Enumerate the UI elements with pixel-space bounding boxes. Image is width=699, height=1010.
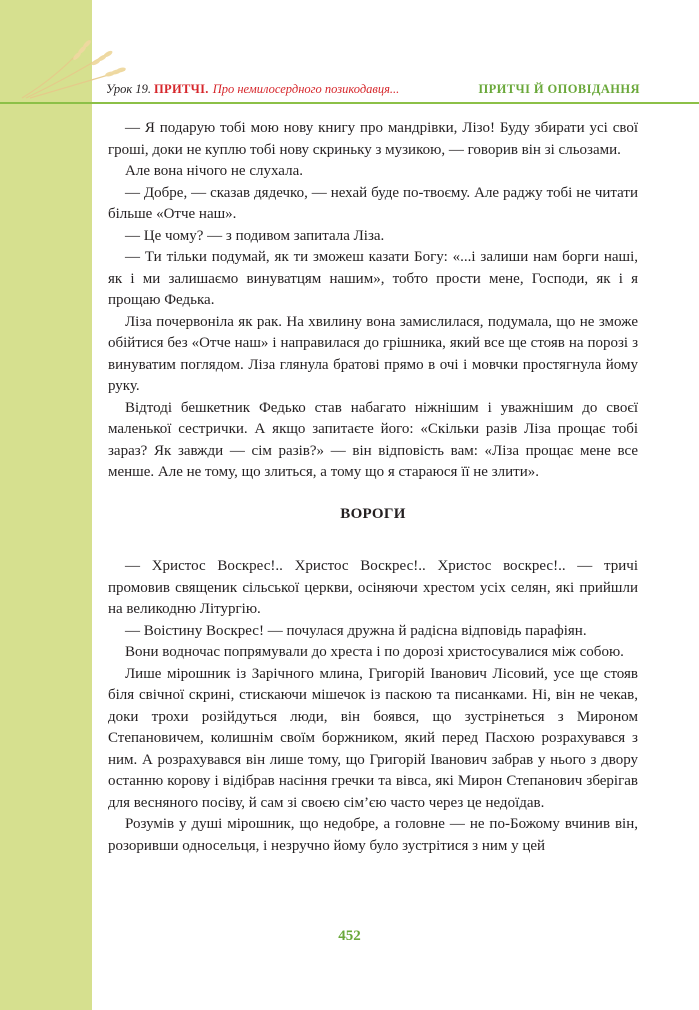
page-number: 452: [338, 928, 361, 944]
section-name: ПРИТЧІ.: [154, 82, 209, 96]
paragraph: Лише мірошник із Зарічного млина, Григорій Іванович Лісовий, усе ще стояв біля свічної скрині, стискаючи мішечок із паскою та писанками. Ні, він не чекав, доки трохи розійдуться люди, він боявся, що зустрінеться з Мироном Степановичем, колишнім своїм боржником, який перед Пасхою розрахувався з ним. А розрахувався він лише тому, що Григорій Іванович забрав у нього з двору останню корову і відібрав насіння гречки та вівса, які Мирон Степанович зберігав для весняного посіву, й сам зі своєю сім’єю часто через це недоїдав.: [108, 665, 638, 811]
paragraph: Відтоді бешкетник Федько став набагато ніжнішим і уважнішим до своєї маленької сестрички. А якщо запитаєте його: «Скільки разів Ліза прощає тобі зараз? Як завжди — сім разів?» — він відповість вам: «Ліза прощає мене все менше. Але не тому, що злиться, а тому що я стараюся її не злити».: [108, 399, 638, 480]
paragraph: Вони водночас попрямували до хреста і по дорозі христосувалися між собою.: [125, 644, 624, 660]
paragraph: — Воістину Воскрес! — почулася дружна й радісна відповідь парафіян.: [125, 622, 587, 639]
header-category: ПРИТЧІ Й ОПОВІДАННЯ: [478, 82, 640, 96]
paragraph: Ліза почервоніла як рак. На хвилину вона замислилася, подумала, що не зможе обійтися без «Отче наш» і направилася до грішника, який все ще стояв на порозі з винуватим поглядом. Ліза глянула братові прямо в очі і мовчки простягнула йому руку.: [108, 313, 638, 394]
running-header: [100, 80, 640, 100]
paragraph: — Добре, — сказав дядечко, — нехай буде по-твоєму. Але раджу тобі не читати більше «Отче наш».: [108, 184, 638, 222]
paragraph: — Ти тільки подумай, як ти зможеш казати Богу: «...і залиши нам борги наші, як і ми залишаємо винуватцям нашим», тобто прости мене, Господи, як і я прощаю Федька.: [108, 249, 638, 308]
paragraph: Але вона нічого не слухала.: [125, 163, 303, 179]
lesson-number: Урок 19.: [106, 82, 152, 96]
header-rule: [0, 102, 699, 104]
left-margin-band: [0, 0, 92, 1010]
paragraph: — Я подарую тобі мою нову книгу про мандрівки, Лізо! Буду збирати усі свої гроші, доки не куплю тобі нову скриньку з музикою, — говорив він зі сльозами.: [108, 120, 638, 158]
paragraph: — Це чому? — з подивом запитала Ліза.: [125, 227, 385, 244]
body-text: [108, 118, 638, 857]
paragraph: — Христос Воскрес!.. Христос Воскрес!.. Христос воскрес!.. — тричі промовив священик сільської церкви, осіняючи хрестом усіх селян, які прийшли на великодню Літургію.: [108, 558, 638, 617]
paragraph: Розумів у душі мірошник, що недобре, а головне — не по-Божому вчинив він, розоривши односельця, і незручно йому було зустрітися з ним у цей: [108, 816, 638, 854]
lesson-subtitle: Про немилосердного позикодавця...: [212, 82, 400, 96]
story-heading: ВОРОГИ: [340, 505, 406, 522]
header-lesson-title: [106, 82, 399, 97]
